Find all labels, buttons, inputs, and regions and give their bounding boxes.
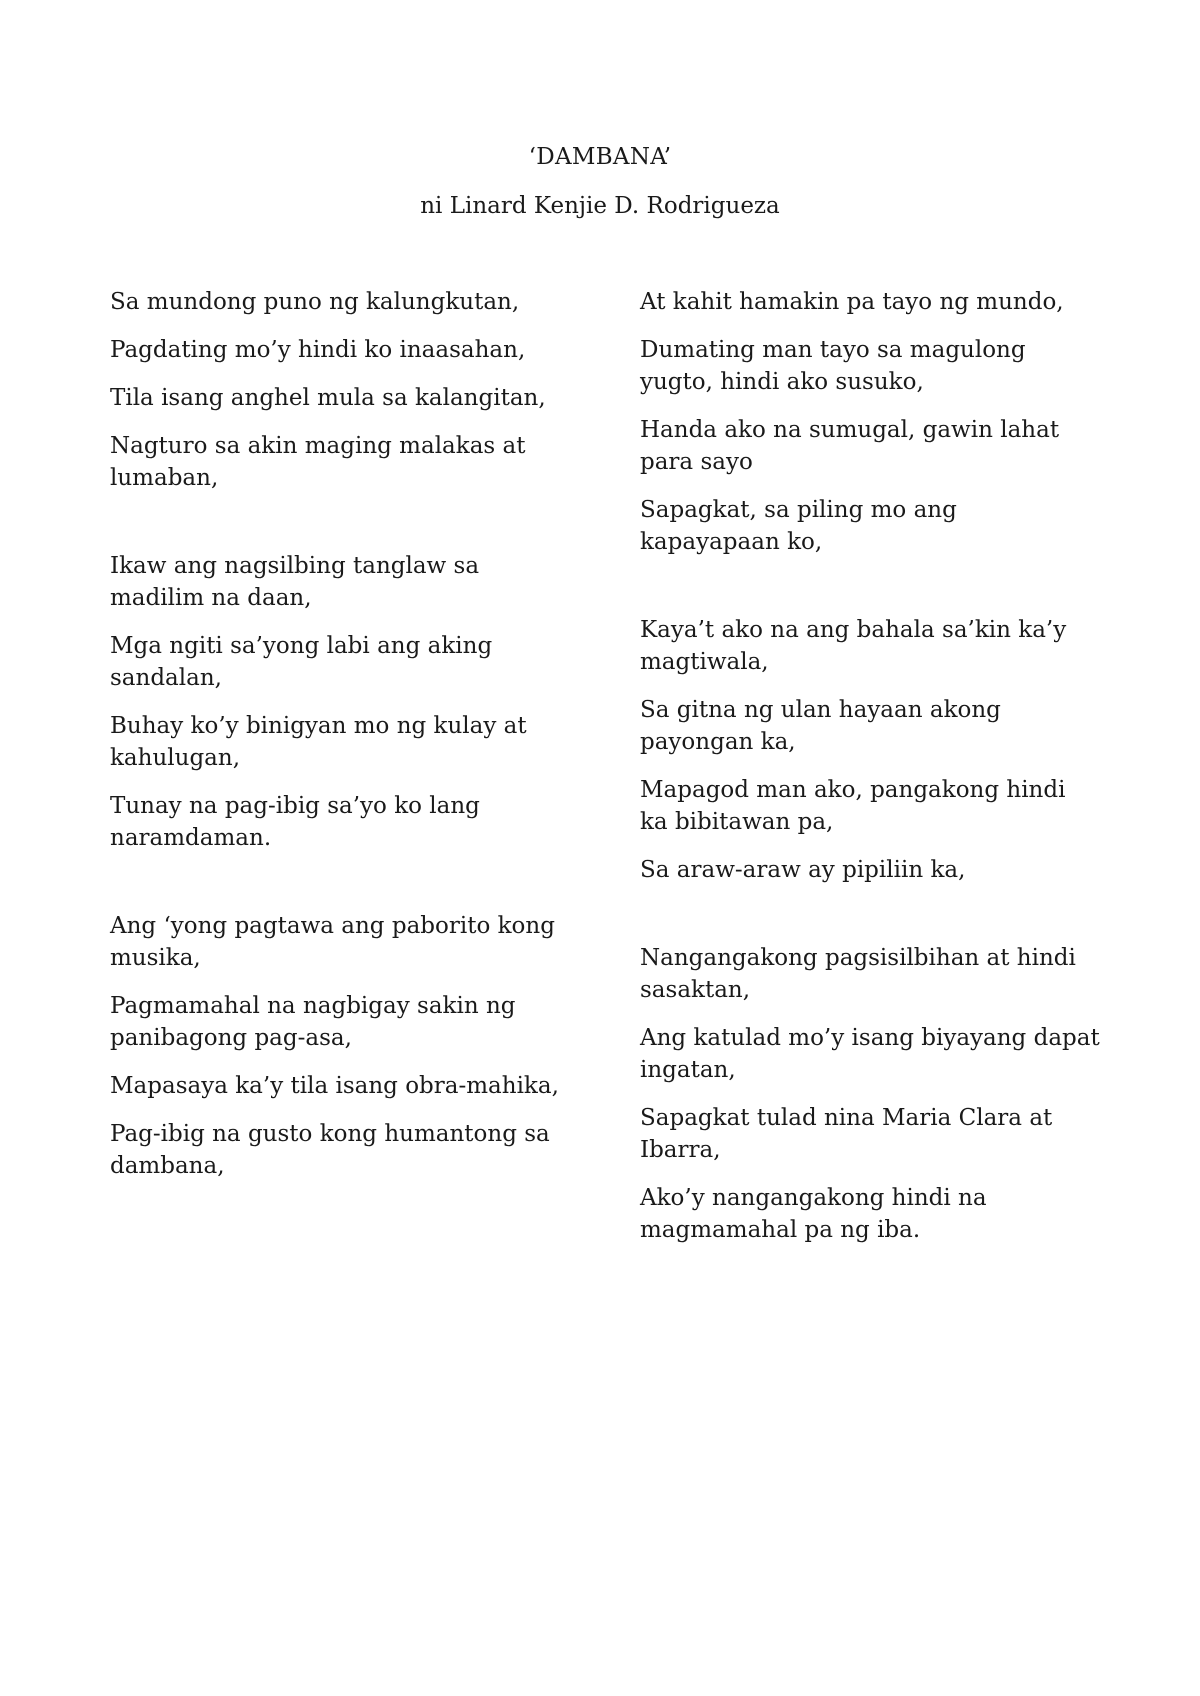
poem-line: Dumating man tayo sa magulong yugto, hindi ako susuko,: [640, 337, 1026, 395]
stanza: [110, 550, 580, 854]
stanza: [640, 942, 1100, 1246]
poem-title: ‘DAMBANA’: [528, 144, 672, 170]
stanza: [110, 910, 580, 1182]
poem-line: Kaya’t ako na ang bahala sa’kin ka’y magtiwala,: [640, 617, 1067, 675]
poem-line: Pagmamahal na nagbigay sakin ng panibagong pag-asa,: [110, 993, 516, 1051]
poem-line: Sapagkat tulad nina Maria Clara at Ibarra,: [640, 1105, 1053, 1163]
poem-line: Tila isang anghel mula sa kalangitan,: [110, 385, 546, 411]
poem-line: Ang ‘yong pagtawa ang paborito kong musika,: [110, 913, 555, 971]
poem-line: Tunay na pag-ibig sa’yo ko lang naramdaman.: [110, 793, 480, 851]
poem-line: Pagdating mo’y hindi ko inaasahan,: [110, 337, 526, 363]
poem-line: Sapagkat, sa piling mo ang kapayapaan ko,: [640, 497, 957, 555]
poem-line: Pag-ibig na gusto kong humantong sa dambana,: [110, 1121, 550, 1179]
stanza: [110, 286, 580, 494]
poem-line: Sa mundong puno ng kalungkutan,: [110, 289, 520, 315]
poem-line: Ako’y nangangakong hindi na magmamahal pa ng iba.: [640, 1185, 987, 1243]
poem-line: Mapagod man ako, pangakong hindi ka bibitawan pa,: [640, 777, 1066, 835]
poem-line: Nagturo sa akin maging malakas at lumaban,: [110, 433, 526, 491]
poem-line: Ikaw ang nagsilbing tanglaw sa madilim na daan,: [110, 553, 480, 611]
stanza: [640, 286, 1100, 558]
left-column: [110, 286, 580, 1182]
poem-author: ni Linard Kenjie D. Rodrigueza: [420, 193, 780, 219]
poem-line: Buhay ko’y binigyan mo ng kulay at kahulugan,: [110, 713, 527, 771]
poem-line: Mapasaya ka’y tila isang obra-mahika,: [110, 1073, 559, 1099]
poem-line: Sa gitna ng ulan hayaan akong payongan ka,: [640, 697, 1001, 755]
poem-line: Nangangakong pagsisilbihan at hindi sasaktan,: [640, 945, 1076, 1003]
poem-line: At kahit hamakin pa tayo ng mundo,: [640, 289, 1064, 315]
poem-line: Mga ngiti sa’yong labi ang aking sandalan,: [110, 633, 493, 691]
poem-line: Sa araw-araw ay pipiliin ka,: [640, 857, 966, 883]
right-column: [640, 286, 1100, 1246]
stanza: [640, 614, 1100, 886]
poem-line: Ang katulad mo’y isang biyayang dapat ingatan,: [640, 1025, 1100, 1083]
poem-line: Handa ako na sumugal, gawin lahat para sayo: [640, 417, 1060, 475]
